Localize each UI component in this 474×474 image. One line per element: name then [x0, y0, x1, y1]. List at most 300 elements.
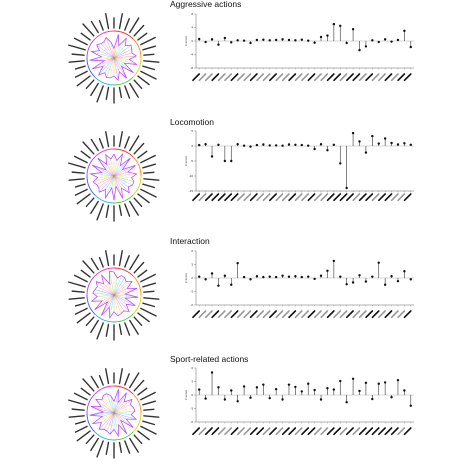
- category-label-mark: [392, 428, 398, 434]
- radial-label-mark: [83, 24, 94, 36]
- radial-ring-segment: [133, 413, 141, 432]
- lollipop-dot: [403, 142, 405, 144]
- radial-label-mark: [97, 204, 103, 220]
- lollipop-dot: [320, 36, 322, 38]
- radial-label-mark: [69, 179, 84, 180]
- radial-ring-segment: [87, 394, 95, 413]
- category-label-mark: [244, 428, 250, 434]
- category-label-mark: [353, 428, 359, 434]
- category-label-mark: [366, 311, 372, 317]
- lollipop-dot: [281, 275, 283, 277]
- radial-label-mark: [144, 298, 159, 299]
- lollipop-dot: [320, 143, 322, 145]
- category-label-mark: [251, 194, 257, 200]
- lollipop-dot: [211, 272, 213, 274]
- lollipop-dot: [371, 135, 373, 137]
- y-tick-label: -3: [190, 289, 193, 294]
- lollipop-dot: [333, 23, 335, 25]
- lollipop-dot: [410, 405, 412, 407]
- lollipop-dot: [204, 41, 206, 43]
- lollipop-chart: [184, 129, 414, 200]
- lollipop-chart: [184, 366, 414, 434]
- radial-label-mark: [143, 303, 155, 306]
- category-label-mark: [308, 74, 314, 80]
- lollipop-chart: [184, 249, 414, 317]
- category-label-mark: [302, 311, 308, 317]
- category-label-mark: [321, 428, 327, 434]
- radial-label-mark: [75, 275, 88, 281]
- category-label-mark: [392, 74, 398, 80]
- category-label-mark: [283, 428, 289, 434]
- radial-label-mark: [141, 274, 155, 281]
- category-label-mark: [238, 194, 244, 200]
- category-label-mark: [353, 74, 359, 80]
- category-label-mark: [199, 194, 205, 200]
- category-label-mark: [225, 311, 231, 317]
- lollipop-dot: [301, 390, 303, 392]
- category-label-mark: [398, 311, 404, 317]
- radial-label-mark: [77, 431, 90, 441]
- radial-label-mark: [97, 323, 103, 339]
- lollipop-dot: [198, 38, 200, 40]
- category-label-mark: [263, 311, 269, 317]
- category-label-mark: [193, 74, 199, 80]
- panel-interaction: [69, 236, 414, 340]
- lollipop-dot: [390, 142, 392, 144]
- category-label-mark: [385, 428, 391, 434]
- radial-label-mark: [130, 373, 139, 387]
- category-label-mark: [238, 311, 244, 317]
- category-label-mark: [302, 194, 308, 200]
- radial-label-mark: [91, 202, 98, 214]
- category-label-mark: [251, 311, 257, 317]
- category-label-mark: [385, 74, 391, 80]
- radial-label-mark: [86, 198, 93, 206]
- radial-label-mark: [138, 388, 147, 395]
- category-label-mark: [315, 74, 321, 80]
- lollipop-dot: [390, 396, 392, 398]
- category-label-mark: [270, 428, 276, 434]
- category-label-mark: [315, 311, 321, 317]
- radial-label-mark: [125, 374, 129, 385]
- lollipop-dot: [397, 143, 399, 145]
- radial-label-mark: [125, 323, 130, 335]
- lollipop-dot: [390, 40, 392, 42]
- lollipop-dot: [403, 270, 405, 272]
- lollipop-dot: [365, 45, 367, 47]
- lollipop-dot: [339, 275, 341, 277]
- y-tick-label: 8: [191, 12, 193, 16]
- radial-label-mark: [106, 369, 109, 384]
- category-label-mark: [193, 428, 199, 434]
- lollipop-dot: [249, 278, 251, 280]
- lollipop-dot: [365, 280, 367, 282]
- radial-label-mark: [72, 172, 84, 173]
- lollipop-dot: [345, 42, 347, 44]
- category-label-mark: [385, 311, 391, 317]
- category-label-mark: [372, 311, 378, 317]
- radial-label-mark: [77, 76, 90, 86]
- lollipop-dot: [371, 398, 373, 400]
- category-label-mark: [340, 311, 346, 317]
- radial-label-mark: [134, 380, 143, 390]
- category-label-mark: [404, 74, 410, 80]
- category-label-mark: [238, 428, 244, 434]
- category-label-mark: [276, 194, 282, 200]
- category-label-mark: [360, 74, 366, 80]
- y-tick-label: -15: [188, 189, 193, 193]
- category-label-mark: [334, 74, 340, 80]
- category-label-mark: [295, 194, 301, 200]
- radial-label-mark: [81, 151, 90, 158]
- radial-label-mark: [125, 86, 130, 98]
- radial-plot: [69, 369, 159, 458]
- radial-label-mark: [130, 255, 139, 269]
- lollipop-chart: [184, 12, 414, 80]
- lollipop-dot: [230, 41, 232, 43]
- radial-label-mark: [141, 308, 156, 316]
- radial-ring-segment: [87, 39, 95, 58]
- category-label-mark: [231, 311, 237, 317]
- category-label-mark: [257, 311, 263, 317]
- radial-label-mark: [76, 426, 88, 432]
- radial-label-mark: [143, 164, 156, 168]
- lollipop-dot: [198, 144, 200, 146]
- lollipop-dot: [198, 275, 200, 277]
- category-label-mark: [225, 74, 231, 80]
- radial-label-mark: [86, 435, 93, 443]
- y-axis-label: Z-score: [184, 389, 188, 401]
- lollipop-dot: [339, 380, 341, 382]
- lollipop-dot: [211, 371, 213, 373]
- category-label-mark: [212, 311, 218, 317]
- lollipop-dot: [397, 39, 399, 41]
- category-label-mark: [289, 194, 295, 200]
- lollipop-dot: [204, 397, 206, 399]
- radial-label-mark: [143, 401, 156, 405]
- lollipop-dot: [307, 383, 309, 385]
- lollipop-dot: [211, 155, 213, 157]
- category-label-mark: [244, 194, 250, 200]
- radial-label-mark: [144, 416, 159, 417]
- category-label-mark: [295, 74, 301, 80]
- lollipop-dot: [256, 275, 258, 277]
- category-label-mark: [193, 311, 199, 317]
- radial-label-mark: [141, 426, 156, 434]
- category-label-mark: [283, 194, 289, 200]
- radial-label-mark: [76, 189, 88, 195]
- radial-label-mark: [72, 54, 84, 55]
- radial-label-mark: [76, 421, 86, 424]
- category-label-mark: [270, 311, 276, 317]
- category-label-mark: [295, 311, 301, 317]
- category-label-mark: [398, 194, 404, 200]
- lollipop-dot: [230, 389, 232, 391]
- category-label-mark: [334, 311, 340, 317]
- category-label-mark: [360, 428, 366, 434]
- panel-title: Sport-related actions: [170, 354, 249, 364]
- radial-ring-segment: [133, 176, 141, 195]
- radial-label-mark: [141, 37, 155, 44]
- category-label-mark: [321, 311, 327, 317]
- category-label-mark: [372, 194, 378, 200]
- panel-title: Aggressive actions: [170, 0, 242, 9]
- category-label-mark: [295, 428, 301, 434]
- category-label-mark: [206, 74, 212, 80]
- radial-label-mark: [120, 87, 122, 97]
- lollipop-dot: [307, 39, 309, 41]
- radial-label-mark: [138, 431, 149, 439]
- lollipop-dot: [224, 37, 226, 39]
- y-axis-label: Z-score: [184, 155, 188, 167]
- category-label-mark: [283, 311, 289, 317]
- lollipop-dot: [236, 39, 238, 41]
- radial-label-mark: [106, 14, 109, 29]
- radial-label-mark: [91, 21, 98, 32]
- lollipop-dot: [249, 397, 251, 399]
- radial-label-mark: [83, 261, 94, 273]
- lollipop-dot: [345, 187, 347, 189]
- lollipop-dot: [307, 145, 309, 147]
- lollipop-dot: [256, 144, 258, 146]
- radial-label-mark: [97, 86, 103, 102]
- radial-label-mark: [125, 19, 129, 30]
- lollipop-dot: [224, 398, 226, 400]
- lollipop-dot: [326, 270, 328, 272]
- lollipop-dot: [371, 39, 373, 41]
- radial-label-mark: [76, 308, 88, 314]
- category-label-mark: [276, 428, 282, 434]
- lollipop-dot: [313, 278, 315, 280]
- radial-label-mark: [86, 317, 93, 325]
- lollipop-dot: [230, 160, 232, 162]
- radial-label-mark: [125, 204, 130, 216]
- category-label-mark: [328, 428, 334, 434]
- lollipop-dot: [403, 389, 405, 391]
- radial-label-mark: [77, 194, 90, 204]
- radial-label-mark: [144, 54, 154, 55]
- category-label-mark: [270, 194, 276, 200]
- lollipop-dot: [313, 389, 315, 391]
- lollipop-dot: [358, 274, 360, 276]
- radial-spoke: [98, 158, 114, 176]
- radial-label-mark: [134, 317, 141, 325]
- radial-label-mark: [100, 139, 104, 148]
- category-label-mark: [244, 74, 250, 80]
- lollipop-dot: [294, 386, 296, 388]
- radial-label-mark: [130, 18, 139, 32]
- lollipop-dot: [307, 275, 309, 277]
- category-label-mark: [257, 428, 263, 434]
- lollipop-dot: [230, 284, 232, 286]
- category-label-mark: [289, 74, 295, 80]
- lollipop-dot: [243, 39, 245, 41]
- category-label-mark: [257, 194, 263, 200]
- radial-label-mark: [141, 392, 155, 399]
- category-label-mark: [270, 74, 276, 80]
- radial-spoke: [99, 413, 114, 429]
- lollipop-dot: [320, 275, 322, 277]
- lollipop-dot: [269, 39, 271, 41]
- category-label-mark: [328, 311, 334, 317]
- y-tick-label: 4: [191, 25, 193, 30]
- radial-label-mark: [76, 303, 86, 306]
- category-label-mark: [315, 428, 321, 434]
- lollipop-dot: [204, 143, 206, 145]
- category-label-mark: [289, 428, 295, 434]
- lollipop-dot: [217, 144, 219, 146]
- radial-spoke: [104, 284, 114, 295]
- category-label-mark: [263, 194, 269, 200]
- category-label-mark: [219, 311, 225, 317]
- panel-title: Interaction: [170, 236, 210, 246]
- category-label-mark: [334, 428, 340, 434]
- lollipop-dot: [358, 140, 360, 142]
- category-label-mark: [385, 194, 391, 200]
- panel-aggressive-actions: [69, 0, 414, 103]
- y-axis-label: Z-score: [184, 272, 188, 284]
- radial-label-mark: [91, 439, 98, 451]
- category-label-mark: [206, 428, 212, 434]
- category-label-mark: [398, 74, 404, 80]
- radial-label-mark: [144, 409, 154, 410]
- lollipop-dot: [358, 390, 360, 392]
- radial-ring-segment: [87, 295, 95, 314]
- category-label-mark: [206, 311, 212, 317]
- radial-ring-segment: [133, 276, 141, 295]
- lollipop-dot: [390, 275, 392, 277]
- lollipop-dot: [301, 38, 303, 40]
- lollipop-dot: [288, 39, 290, 41]
- y-tick-label: -4: [190, 52, 193, 57]
- category-label-mark: [212, 428, 218, 434]
- category-label-mark: [231, 74, 237, 80]
- lollipop-dot: [339, 25, 341, 27]
- lollipop-dot: [236, 143, 238, 145]
- lollipop-dot: [313, 148, 315, 150]
- category-label-mark: [366, 428, 372, 434]
- category-label-mark: [404, 428, 410, 434]
- category-label-mark: [404, 194, 410, 200]
- category-label-mark: [263, 428, 269, 434]
- radial-plot: [69, 14, 159, 103]
- category-label-mark: [251, 74, 257, 80]
- lollipop-dot: [320, 398, 322, 400]
- lollipop-dot: [262, 38, 264, 40]
- radial-label-mark: [130, 202, 138, 216]
- category-label-mark: [219, 194, 225, 200]
- lollipop-dot: [224, 275, 226, 277]
- radial-ring-segment: [87, 176, 95, 195]
- category-label-mark: [340, 194, 346, 200]
- category-label-mark: [212, 194, 218, 200]
- category-label-mark: [360, 194, 366, 200]
- y-tick-label: -10: [188, 174, 193, 178]
- category-label-mark: [219, 74, 225, 80]
- lollipop-dot: [397, 280, 399, 282]
- radial-label-mark: [120, 251, 123, 266]
- lollipop-dot: [262, 383, 264, 385]
- lollipop-dot: [333, 144, 335, 146]
- y-tick-label: -8: [190, 66, 193, 70]
- lollipop-dot: [243, 145, 245, 147]
- radial-label-mark: [143, 46, 156, 50]
- lollipop-dot: [326, 149, 328, 151]
- category-label-mark: [372, 74, 378, 80]
- radial-label-mark: [77, 313, 90, 323]
- radial-label-mark: [69, 163, 85, 168]
- radial-label-mark: [76, 71, 88, 77]
- lollipop-dot: [384, 284, 386, 286]
- y-tick-label: 3: [191, 379, 193, 384]
- radial-label-mark: [69, 298, 84, 299]
- radial-label-mark: [134, 198, 141, 206]
- radial-label-mark: [91, 84, 98, 96]
- lollipop-dot: [365, 151, 367, 153]
- lollipop-dot: [403, 30, 405, 32]
- lollipop-dot: [333, 388, 335, 390]
- lollipop-dot: [384, 381, 386, 383]
- radial-label-mark: [69, 416, 84, 417]
- lollipop-dot: [217, 284, 219, 286]
- category-label-mark: [392, 311, 398, 317]
- lollipop-dot: [249, 145, 251, 147]
- category-label-mark: [347, 74, 353, 80]
- category-label-mark: [289, 311, 295, 317]
- lollipop-dot: [262, 276, 264, 278]
- panel-sport-related-actions: [69, 354, 414, 458]
- lollipop-dot: [410, 144, 412, 146]
- category-label-mark: [251, 428, 257, 434]
- radial-label-mark: [72, 409, 84, 410]
- lollipop-dot: [256, 386, 258, 388]
- category-label-mark: [321, 194, 327, 200]
- category-label-mark: [193, 194, 199, 200]
- category-label-mark: [347, 311, 353, 317]
- lollipop-dot: [352, 281, 354, 283]
- radial-label-mark: [75, 393, 88, 399]
- radial-label-mark: [125, 441, 130, 453]
- category-label-mark: [308, 428, 314, 434]
- radial-plot: [69, 251, 159, 340]
- lollipop-dot: [294, 39, 296, 41]
- radial-label-mark: [134, 80, 141, 88]
- category-label-mark: [340, 428, 346, 434]
- category-label-mark: [212, 74, 218, 80]
- radial-label-mark: [91, 258, 98, 269]
- lollipop-dot: [281, 38, 283, 40]
- radial-label-mark: [106, 87, 108, 99]
- radial-label-mark: [106, 132, 109, 147]
- radial-label-mark: [144, 179, 159, 180]
- radial-label-mark: [125, 256, 129, 267]
- y-tick-label: 0: [191, 144, 193, 148]
- lollipop-dot: [288, 143, 290, 145]
- category-label-mark: [276, 74, 282, 80]
- lollipop-dot: [275, 276, 277, 278]
- lollipop-dot: [410, 278, 412, 280]
- category-label-mark: [347, 194, 353, 200]
- category-label-mark: [257, 74, 263, 80]
- lollipop-dot: [384, 137, 386, 139]
- category-label-mark: [353, 311, 359, 317]
- category-label-mark: [199, 428, 205, 434]
- category-label-mark: [366, 74, 372, 80]
- category-label-mark: [360, 311, 366, 317]
- y-tick-label: 0: [191, 393, 193, 397]
- lollipop-dot: [301, 144, 303, 146]
- radial-spoke: [114, 158, 130, 176]
